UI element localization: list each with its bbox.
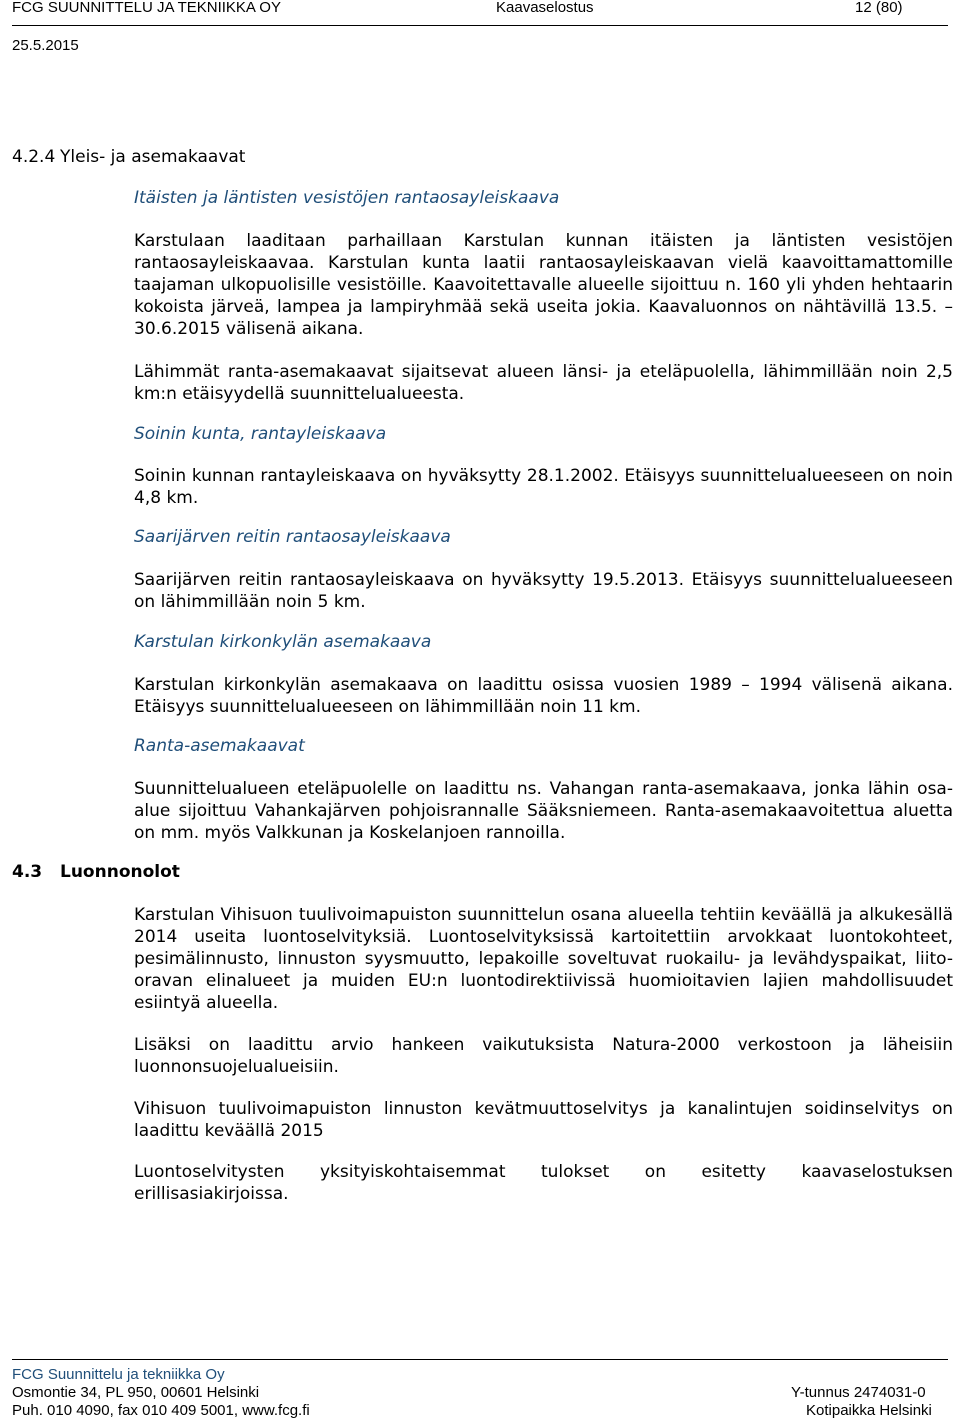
footer-domicile: Kotipaikka Helsinki [806,1402,932,1419]
section-title: Yleis- ja asemakaavat [60,147,246,167]
subheading-ranta-asemakaavat: Ranta-asemakaavat [134,736,305,756]
section-heading-424 [12,147,245,167]
paragraph-kevatmuutto: Vihisuon tuulivoimapuiston linnuston kevätmuuttoselvitys ja kanalintujen soidinselvitys on laadittu keväällä 2015 [134,1099,953,1141]
footer-phone: Puh. 010 4090, fax 010 409 5001, www.fcg.fi [12,1402,310,1419]
paragraph-natura: Lisäksi on laadittu arvio hankeen vaikutuksista Natura-2000 verkostoon ja läheisiin luonnonsuojelualueisiin. [134,1035,953,1077]
header-rule [12,25,948,26]
paragraph-ranta-asemakaavat: Suunnittelualueen eteläpuolelle on laadittu ns. Vahangan ranta-asemakaava, jonka lähin osa-alue sijoittuu Vahankajärven pohjoisrannalle Sääksniemeen. Ranta-asemakaavoitettua aluetta on mm. myös Valkkunan ja Koskelanjoen rannoilla. [134,779,953,843]
header-company: FCG SUUNNITTELU JA TEKNIIKKA OY [12,0,281,16]
paragraph-soini: Soinin kunnan rantayleiskaava on hyväksytty 28.1.2002. Etäisyys suunnittelualueeseen on noin 4,8 km. [134,466,953,508]
footer-address: Osmontie 34, PL 950, 00601 Helsinki [12,1384,260,1401]
paragraph-kirkonkyla: Karstulan kirkonkylän asemakaava on laadittu osissa vuosien 1989 – 1994 välisenä aikana. Etäisyys suunnittelualueeseen on lähimmillään noin 11 km. [134,675,953,717]
subheading-kirkonkyla: Karstulan kirkonkylän asemakaava [134,632,432,652]
section-number: 4.3 [12,862,43,882]
footer-company: FCG Suunnittelu ja tekniikka Oy [12,1366,225,1383]
section-number: 4.2.4 [12,147,56,167]
section-heading-43 [12,862,180,882]
subheading-saarijarvi: Saarijärven reitin rantaosayleiskaava [134,527,451,547]
paragraph-vihisuo-luontoselvitykset: Karstulan Vihisuon tuulivoimapuiston suunnittelun osana alueella tehtiin keväällä ja alkukesällä 2014 useita luontoselvityksiä. Luontoselvityksissä kartoitettiin arvokkaat luontokohteet, pesimälinnusto, linnuston syysmuutto, lepakoille soveltuvat ruokailu- ja levähdyspaikat, liito-oravan elinalueet ja muiden EU:n luontodirektiivissä huomioitavien lajien mahdollisuudet esiintyä alueella. [134,905,953,1013]
paragraph-rantaosayleiskaava: Karstulaan laaditaan parhaillaan Karstulan kunnan itäisten ja läntisten vesistöjen rantaosayleiskaavaa. Karstulan kunta laatii rantaosayleiskaavan vielä kaavoittamattomille taajaman ulkopuolisille vesistöille. Kaavoitettavalle alueelle sijoittuu n. 160 yli yhden hehtaarin kokoista järveä, lampea ja lampiryhmää sekä useita jokia. Kaavaluonnos on nähtävillä 13.5. – 30.6.2015 välisenä aikana. [134,231,953,339]
footer-business-id: Y-tunnus 2474031-0 [791,1384,926,1401]
footer-rule [12,1359,948,1360]
header-page-number: 12 (80) [855,0,903,16]
paragraph-lahimmat: Lähimmät ranta-asemakaavat sijaitsevat alueen länsi- ja eteläpuolella, lähimmillään noin 2,5 km:n etäisyydellä suunnittelualueesta. [134,362,953,404]
header-doc-type: Kaavaselostus [496,0,594,16]
section-title: Luonnonolot [60,862,180,882]
paragraph-saarijarvi: Saarijärven reitin rantaosayleiskaava on hyväksytty 19.5.2013. Etäisyys suunnittelualueeseen on lähimmillään noin 5 km. [134,570,953,612]
subheading-soini: Soinin kunta, rantayleiskaava [134,424,387,444]
paragraph-erillisasiakirjat: Luontoselvitysten yksityiskohtaisemmat tulokset on esitetty kaavaselostuksen erillisasiakirjoissa. [134,1162,953,1204]
subheading-itaisten: Itäisten ja läntisten vesistöjen rantaosayleiskaava [134,188,560,208]
header-date: 25.5.2015 [12,37,79,54]
